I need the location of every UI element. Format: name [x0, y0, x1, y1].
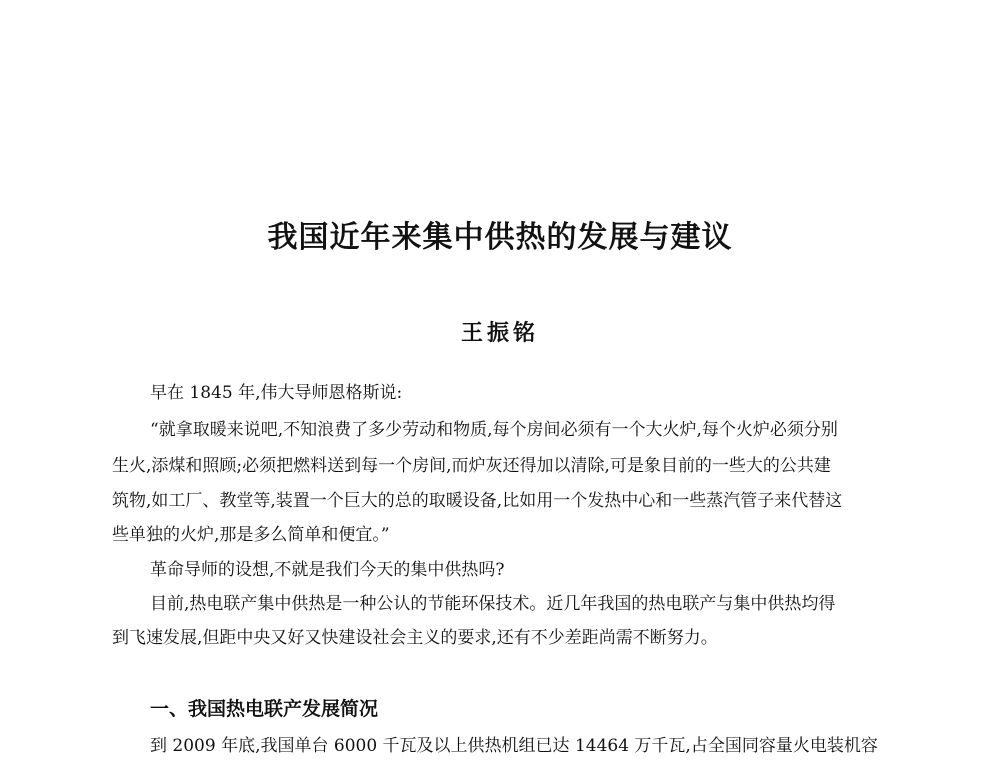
paragraph-intro: 早在 1845 年,伟大导师恩格斯说: — [150, 383, 403, 403]
quote-line-1: “就拿取暖来说吧,不知浪费了多少劳动和物质,每个房间必须有一个大火炉,每个火炉必须分别 — [150, 420, 838, 440]
paragraph-current-line-1: 目前,热电联产集中供热是一种公认的节能环保技术。近几年我国的热电联产与集中供热均得 — [150, 594, 836, 614]
author-name: 王振铭 — [460, 320, 539, 346]
quote-line-2: 生火,添煤和照顾;必须把燃料送到每一个房间,而炉灰还得加以清除,可是象目前的一些大的公共建 — [112, 456, 831, 476]
quote-line-4: 些单独的火炉,那是多么简单和便宜。” — [112, 525, 390, 545]
quote-line-3: 筑物,如工厂、教堂等,装置一个巨大的总的取暖设备,比如用一个发热中心和一些蒸汽管子来代替这 — [112, 491, 843, 511]
article-title: 我国近年来集中供热的发展与建议 — [267, 220, 733, 255]
section-heading-1: 一、我国热电联产发展简况 — [150, 698, 379, 720]
paragraph-question: 革命导师的设想,不就是我们今天的集中供热吗? — [150, 560, 505, 580]
section1-line-1: 到 2009 年底,我国单台 6000 千瓦及以上供热机组已达 14464 万千瓦,占全国同容量火电装机容 — [150, 736, 878, 756]
paragraph-current-line-2: 到飞速发展,但距中央又好又快建设社会主义的要求,还有不少差距尚需不断努力。 — [112, 628, 718, 648]
